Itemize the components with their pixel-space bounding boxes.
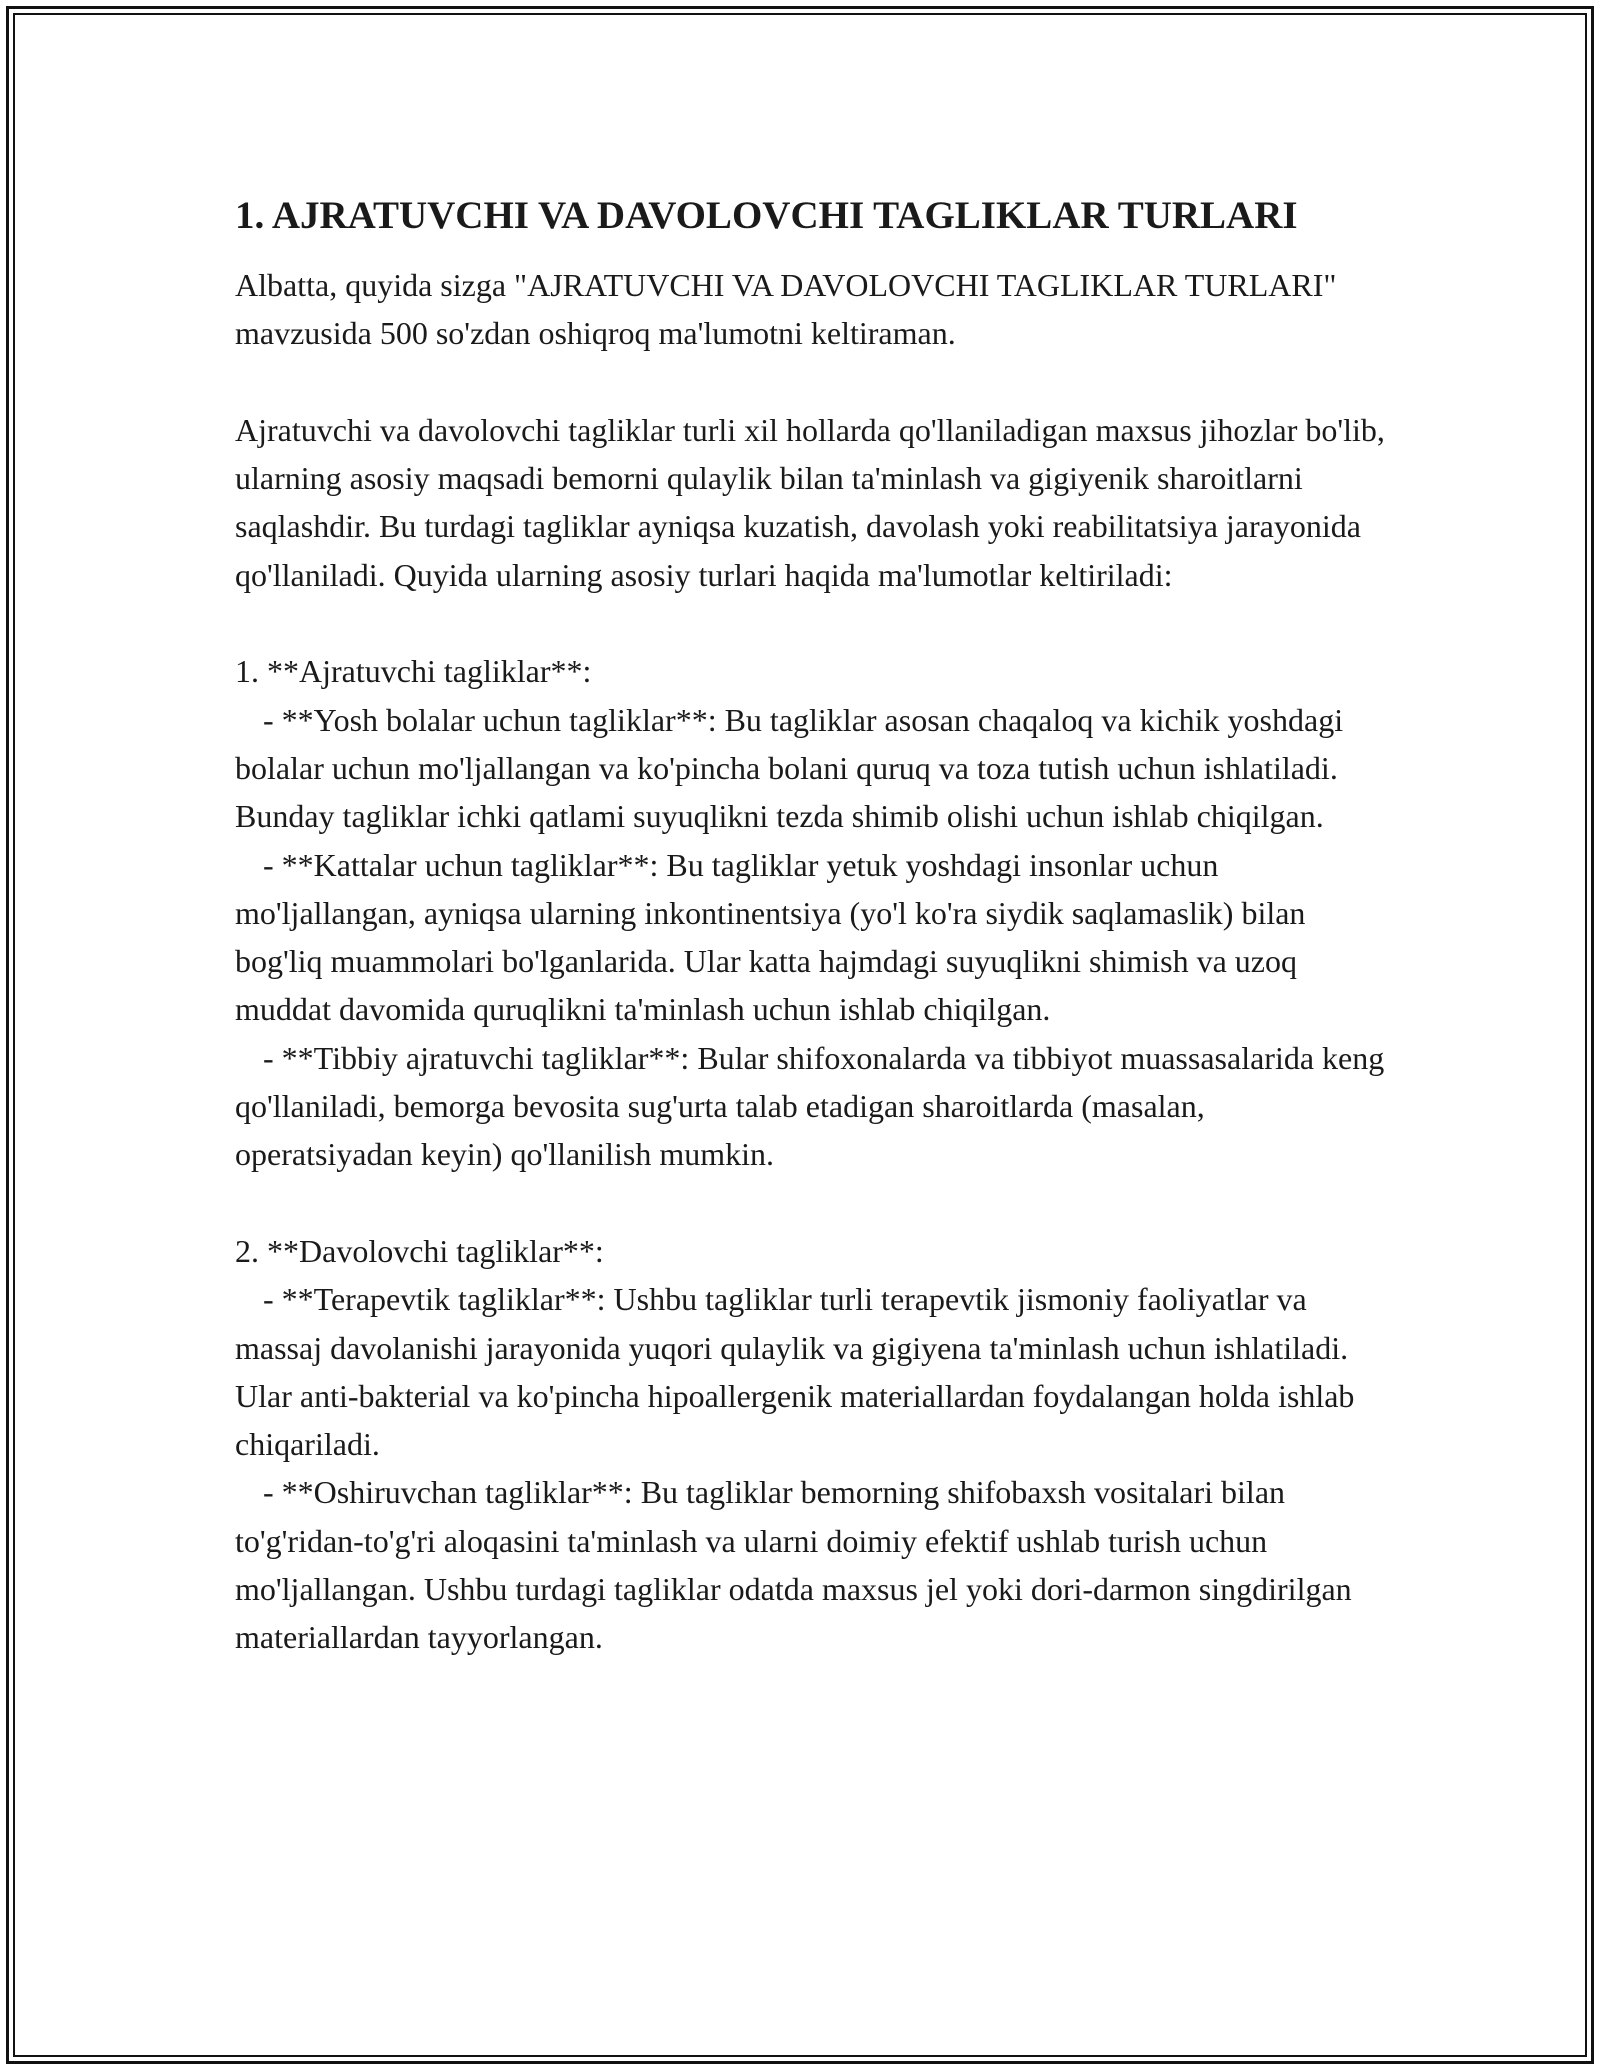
- section-heading-ajratuvchi: 1. **Ajratuvchi tagliklar**:: [235, 653, 592, 690]
- list-item-tibbiy: - **Tibbiy ajratuvchi tagliklar**: Bular shifoxonalarda va tibbiyot muassasalarida keng qo'llaniladi, bemorga bevosita sug'urta talab etadigan sharoitlarda (masalan, operatsiyadan keyin) qo'llanilish mumkin.: [235, 1039, 1385, 1173]
- list-item-kattalar: - **Kattalar uchun tagliklar**: Bu tagliklar yetuk yoshdagi insonlar uchun mo'ljallangan, ayniqsa ularning inkontinentsiya (yo'l ko'ra siydik saqlamaslik) bilan bog'liq muammolari bo'lganlarida. Ular katta hajmdagi suyuqlikni shimish va uzoq muddat davomida quruqlikni ta'minlash uchun ishlab chiqilgan.: [235, 846, 1306, 1028]
- list-item-oshiruvchan: - **Oshiruvchan tagliklar**: Bu tagliklar bemorning shifobaxsh vositalari bilan to'g'ridan-to'g'ri aloqasini ta'minlash va ularni doimiy efektif ushlab turish uchun mo'ljallangan. Ushbu turdagi tagliklar odatda maxsus jel yoki dori-darmon singdirilgan materiallardan tayyorlangan.: [235, 1474, 1352, 1656]
- overview-paragraph: Ajratuvchi va davolovchi tagliklar turli xil hollarda qo'llaniladigan maxsus jihozlar bo'lib, ularning asosiy maqsadi bemorni qulaylik bilan ta'minlash va gigiyenik sharoitlarni saqlashdir. Bu turdagi tagliklar ayniqsa kuzatish, davolash yoki reabilitatsiya jarayonida qo'llaniladi. Quyida ularning asosiy turlari haqida ma'lumotlar keltiriladi:: [235, 411, 1385, 593]
- paragraph-gap: [235, 358, 1385, 406]
- list-item-yosh-bolalar: - **Yosh bolalar uchun tagliklar**: Bu tagliklar asosan chaqaloq va kichik yoshdagi bolalar uchun mo'ljallangan va ko'pincha bolani quruq va toza tutish uchun ishlatiladi. Bunday tagliklar ichki qatlami suyuqlikni tezda shimib olishi uchun ishlab chiqilgan.: [235, 701, 1344, 835]
- intro-paragraph: Albatta, quyida sizga "AJRATUVCHI VA DAVOLOVCHI TAGLIKLAR TURLARI" mavzusida 500 so'zdan oshiqroq ma'lumotni keltiraman.: [235, 267, 1337, 352]
- list-item-terapevtik: - **Terapevtik tagliklar**: Ushbu tagliklar turli terapevtik jismoniy faoliyatlar va massaj davolanishi jarayonida yuqori qulaylik va gigiyena ta'minlash uchun ishlatiladi. Ular anti-bakterial va ko'pincha hipoallergenik materiallardan foydalangan holda ishlab chiqariladi.: [235, 1281, 1355, 1463]
- paragraph-gap: [235, 599, 1385, 647]
- section-heading-davolovchi: 2. **Davolovchi tagliklar**:: [235, 1232, 604, 1269]
- document-body: [235, 261, 1385, 1662]
- document-page: [235, 188, 1385, 1662]
- paragraph-gap: [235, 1179, 1385, 1227]
- document-title: 1. AJRATUVCHI VA DAVOLOVCHI TAGLIKLAR TURLARI: [235, 194, 1298, 237]
